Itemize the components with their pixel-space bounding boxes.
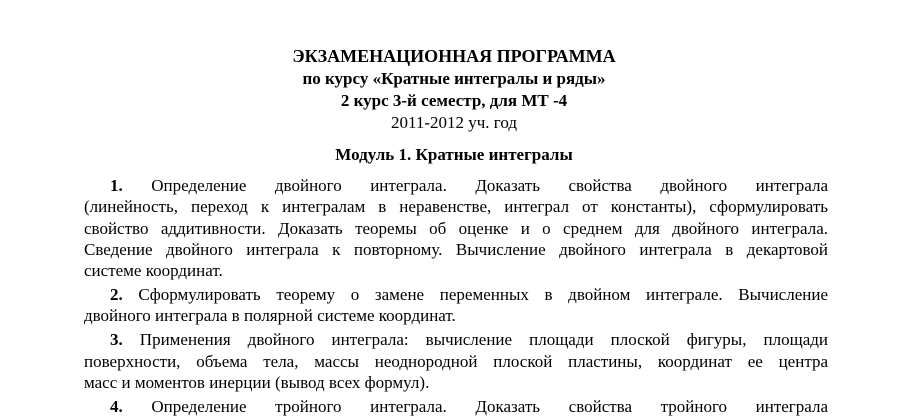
question-line: 1. Определение двойного интеграла. Доказать свойства двойного интеграла <box>110 176 828 195</box>
question-line: 2. Сформулировать теорему о замене переменных в двойном интеграле. Вычисление <box>110 285 829 305</box>
question-item-2 <box>84 284 828 327</box>
question-number: 2. <box>110 285 123 305</box>
question-line: поверхности, объема тела, массы неоднородной плоской пластины, координат ее центра <box>84 351 828 371</box>
question-line: системе координат. <box>84 261 223 281</box>
question-line: Сведение двойного интеграла к повторному. Вычисление двойного интеграла в декартовой <box>84 239 828 259</box>
question-number: 4. <box>110 396 123 416</box>
semester-info: 2 курс 3-й семестр, для МТ -4 <box>340 91 568 110</box>
question-line: двойного интеграла в полярной системе координат. <box>84 306 456 326</box>
question-line: масс и моментов инерции (вывод всех формул). <box>84 372 430 392</box>
question-line: 4. Определение тройного интеграла. Доказать свойства тройного интеграла <box>110 396 828 416</box>
question-line: 3. Применения двойного интеграла: вычисление площади плоской фигуры, площади <box>110 330 828 350</box>
question-item-3 <box>84 329 828 393</box>
question-number: 1. <box>110 176 123 195</box>
question-list <box>84 175 828 420</box>
module-heading: Модуль 1. Кратные интегралы <box>335 145 573 164</box>
question-item-4 <box>84 396 828 417</box>
course-name: по курсу «Кратные интегралы и ряды» <box>302 69 606 88</box>
academic-year: 2011-2012 уч. год <box>390 113 518 132</box>
question-line: (линейность, переход к интегралам в неравенстве, интеграл от константы), сформулировать <box>84 197 828 217</box>
question-line: свойство аддитивности. Доказать теоремы об оценке и о среднем для двойного интеграла. <box>84 218 828 238</box>
question-item-1 <box>84 175 828 281</box>
document-title: ЭКЗАМЕНАЦИОННАЯ ПРОГРАММА <box>292 46 616 66</box>
question-number: 3. <box>110 330 123 350</box>
